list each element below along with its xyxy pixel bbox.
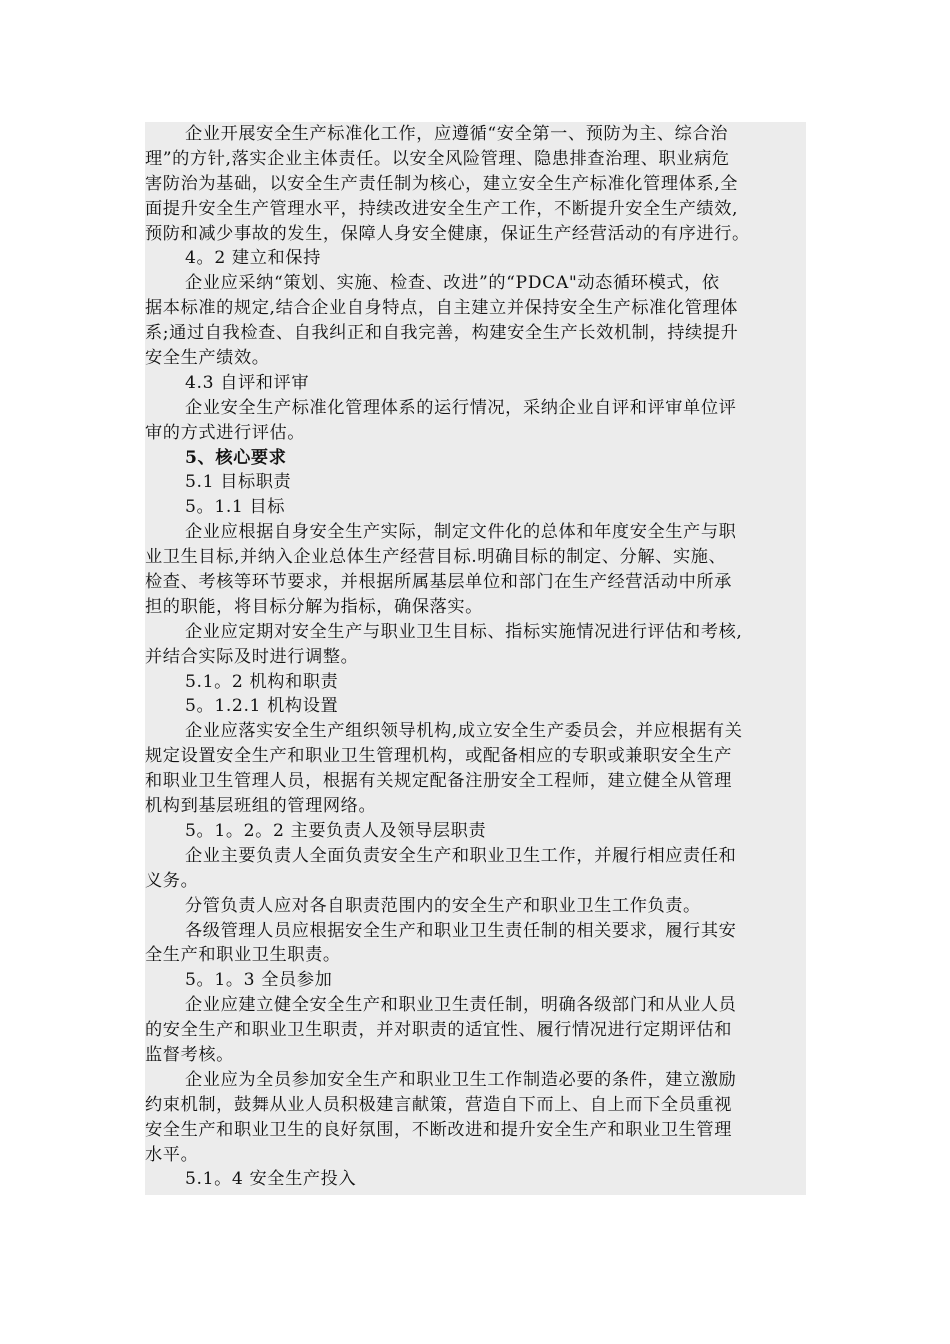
- text-line: 4。2 建立和保持: [185, 248, 321, 269]
- text-line: 理”的方针,落实企业主体责任。以安全风险管理、隐患排查治理、职业病危: [145, 148, 730, 169]
- text-line: 水平。: [145, 1144, 199, 1165]
- text-line: 安全生产绩效。: [145, 348, 270, 369]
- text-line: 安全生产和职业卫生的良好氛围，不断改进和提升安全生产和职业卫生管理: [145, 1119, 732, 1140]
- text-line: 全生产和职业卫生职责。: [145, 945, 341, 966]
- text-line: 约束机制，鼓舞从业人员积极建言献策，营造自下而上、自上而下全员重视: [145, 1094, 732, 1115]
- text-line: 系;通过自我检查、自我纠正和自我完善，构建安全生产长效机制，持续提升: [145, 323, 739, 344]
- document-body: [145, 122, 806, 1192]
- text-line: 各级管理人员应根据安全生产和职业卫生责任制的相关要求，履行其安: [185, 920, 737, 941]
- text-line: 的安全生产和职业卫生职责，并对职责的适宜性、履行情况进行定期评估和: [145, 1020, 732, 1041]
- text-line: 4.3 自评和评审: [185, 372, 310, 393]
- text-line: 规定设置安全生产和职业卫生管理机构，或配备相应的专职或兼职安全生产: [145, 746, 732, 767]
- text-line: 企业应为全员参加安全生产和职业卫生工作制造必要的条件，建立激励: [185, 1069, 737, 1090]
- text-line: 预防和减少事故的发生，保障人身安全健康，保证生产经营活动的有序进行。: [145, 223, 750, 244]
- text-line: 企业应根据自身安全生产实际，制定文件化的总体和年度安全生产与职: [185, 522, 737, 543]
- text-line: 5.1。4 安全生产投入: [185, 1169, 357, 1190]
- text-line: 企业应定期对安全生产与职业卫生目标、指标实施情况进行评估和考核,: [185, 621, 743, 642]
- text-line: 面提升安全生产管理水平，持续改进安全生产工作，不断提升安全生产绩效,: [145, 198, 739, 219]
- text-line: 监督考核。: [145, 1044, 234, 1065]
- section-heading: 5、核心要求: [185, 447, 287, 468]
- text-line: 企业应落实安全生产组织领导机构,成立安全生产委员会，并应根据有关: [185, 721, 743, 742]
- text-line: 5。1。2。2 主要负责人及领导层职责: [185, 820, 487, 841]
- text-line: 业卫生目标,并纳入企业总体生产经营目标.明确目标的制定、分解、实施、: [145, 547, 727, 568]
- text-line: 和职业卫生管理人员，根据有关规定配备注册安全工程师，建立健全从管理: [145, 771, 732, 792]
- text-line: 害防治为基础，以安全生产责任制为核心，建立安全生产标准化管理体系,全: [145, 173, 739, 194]
- text-line: 担的职能，将目标分解为指标，确保落实。: [145, 596, 483, 617]
- text-line: 义务。: [145, 870, 199, 891]
- text-line: 检查、考核等环节要求，并根据所属基层单位和部门在生产经营活动中所承: [145, 572, 732, 593]
- text-line: 分管负责人应对各自职责范围内的安全生产和职业卫生工作负责。: [185, 895, 701, 916]
- text-line: 审的方式进行评估。: [145, 422, 306, 443]
- text-line: 企业应采纳“策划、实施、检查、改进”的“PDCA"动态循环模式，依: [185, 273, 720, 294]
- text-line: 5。1。3 全员参加: [185, 970, 333, 991]
- text-line: 5.1。2 机构和职责: [185, 671, 339, 692]
- text-line: 5。1.2.1 机构设置: [185, 696, 339, 717]
- text-line: 机构到基层班组的管理网络。: [145, 796, 377, 817]
- text-line: 并结合实际及时进行调整。: [145, 646, 359, 667]
- text-line: 据本标准的规定,结合企业自身特点，自主建立并保持安全生产标准化管理体: [145, 298, 739, 319]
- text-line: 企业安全生产标准化管理体系的运行情况，采纳企业自评和评审单位评: [185, 397, 737, 418]
- text-line: 5。1.1 目标: [185, 497, 286, 518]
- text-line: 企业主要负责人全面负责安全生产和职业卫生工作，并履行相应责任和: [185, 845, 737, 866]
- text-line: 5.1 目标职责: [185, 472, 292, 493]
- text-line: 企业应建立健全安全生产和职业卫生责任制，明确各级部门和从业人员: [185, 995, 737, 1016]
- text-line: 企业开展安全生产标准化工作，应遵循“安全第一、预防为主、综合治: [185, 124, 729, 144]
